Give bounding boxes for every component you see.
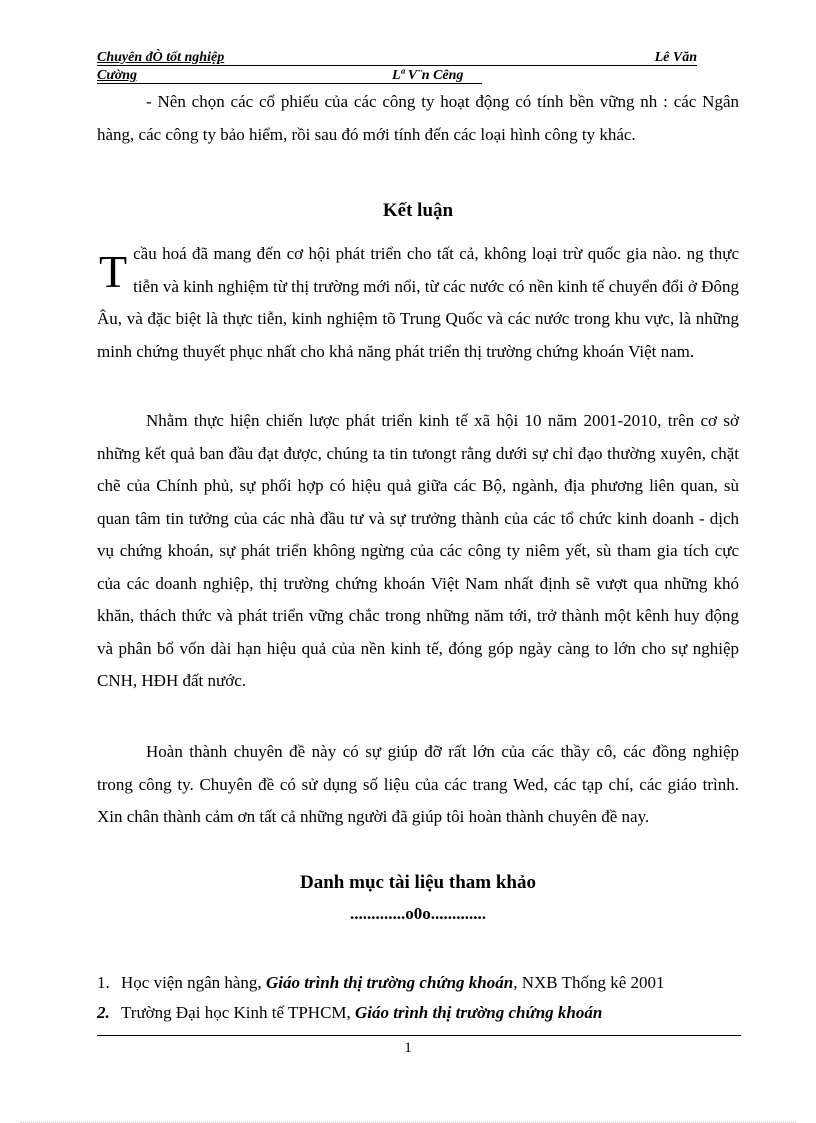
header-author-legacy: Lª V¨n Cêng (392, 68, 464, 83)
conclusion-paragraph-1 (97, 238, 739, 368)
references-separator: .............o0o............. (350, 904, 486, 923)
reference-author: Học viện ngân hàng, (121, 973, 266, 992)
reference-number: 2. (97, 1003, 110, 1022)
header-thesis-title: Chuyên đÒ tốt nghiệp (97, 50, 225, 65)
references-list (97, 968, 757, 1028)
reference-publisher: , NXB Thống kê 2001 (513, 973, 665, 992)
conclusion-paragraph-3: Hoàn thành chuyên đề này có sự giúp đỡ rất lớn của các thầy cô, các đồng nghiệp trong công ty. Chuyên đề có sử dụng số liệu của các trang Wed, các tạp chí, các giáo trình. Xin chân thành cảm ơn tất cả những người đã giúp tôi hoàn thành chuyên đề nay. (97, 742, 739, 826)
header-author-name: Lê Văn (654, 50, 697, 65)
reference-work-title: Giáo trình thị trường chứng khoán (265, 973, 514, 992)
conclusion-paragraph-1-text: cầu hoá đã mang đến cơ hội phát triển cho tất cả, không loại trừ quốc gia nào. ng thực tiễn và kinh nghiệm từ thị trường mới nổi, từ các nước có nền kinh tế chuyển đổi ở Đông Âu, và đặc biệt là thực tiễn, kinh nghiệm tõ Trung Quốc và các nước trong khu vực, là những minh chứng thuyết phục nhất cho khả năng phát triển thị trường chứng khoán Việt nam. (97, 244, 739, 361)
header-author-surname: Cường (97, 68, 138, 83)
intro-paragraph: - Nên chọn các cổ phiếu của các công ty hoạt động có tính bền vững nh : các Ngân hàng, các công ty bảo hiểm, rồi sau đó mới tính đến các loại hình công ty khác. (97, 92, 739, 144)
references-heading: Danh mục tài liệu tham khảo (300, 872, 536, 893)
reference-item (97, 968, 757, 998)
conclusion-paragraph-2-block (97, 405, 739, 698)
intro-block (97, 86, 739, 151)
page-header-line-1 (97, 50, 697, 68)
footer-divider (97, 1035, 741, 1036)
conclusion-heading: Kết luận (382, 200, 454, 221)
reference-item (97, 998, 757, 1028)
reference-author: Trường Đại học Kinh tế TPHCM, (121, 1003, 356, 1022)
reference-work-title: Giáo trình thị trường chứng khoán (355, 1003, 603, 1022)
page-header-line-2 (97, 68, 697, 86)
reference-number: 1. (97, 973, 110, 992)
page-number: 1 (404, 1040, 412, 1056)
drop-cap-letter: T (99, 246, 128, 297)
conclusion-paragraph-3-block (97, 736, 739, 834)
conclusion-paragraph-2: Nhằm thực hiện chiến lược phát triển kinh tế xã hội 10 năm 2001-2010, trên cơ sở những kết quả ban đầu đạt được, chúng ta tin tưongt rằng dưới sự chỉ đạo thường xuyên, chặt chẽ của Chính phủ, sự phối hợp có hiệu quả giữa các Bộ, ngành, địa phương liên quan, sù quan tâm tin tưởng của các nhà đầu tư và sự trưởng thành của các tổ chức kinh doanh - dịch vụ chứng khoán, sự phát triển không ngừng của các công ty niêm yết, sù tham gia tích cực của các doanh nghiệp, thị trường chứng khoán Việt Nam nhất định sẽ vượt qua những khó khăn, thách thức và phát triển vững chắc trong những năm tới, trở thành một kênh huy động và phân bổ vốn dài hạn hiệu quả của nền kinh tế, đóng góp ngày càng to lớn cho sự nghiệp CNH, HĐH đất nước. (97, 411, 739, 690)
